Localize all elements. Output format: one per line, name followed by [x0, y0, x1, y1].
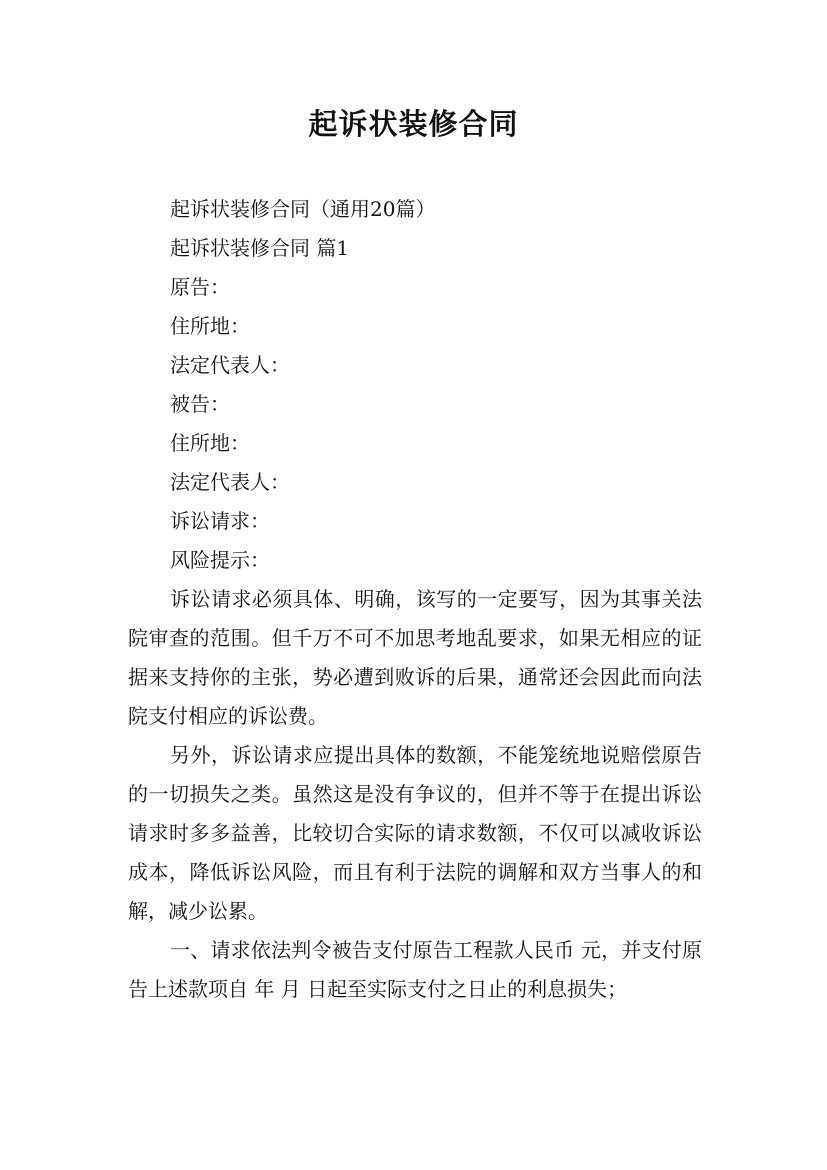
document-title: 起诉状装修合同 — [308, 107, 519, 141]
risk-paragraph-2: 另外，诉讼请求应提出具体的数额，不能笼统地说赔偿原告的一切损失之类。虽然这是没有争议的，但并不等于在提出诉讼请求时多多益善，比较切合实际的请求数额，不仅可以减收诉讼成本，降低诉讼风险，而且有利于法院的调解和双方当事人的和解，减少讼累。 — [128, 743, 702, 923]
subtitle-line: 起诉状装修合同（通用20篇） — [170, 197, 436, 221]
claims-label: 诉讼请求： — [170, 509, 270, 533]
risk-paragraph-1: 诉讼请求必须具体、明确，该写的一定要写，因为其事关法院审查的范围。但千万不可不加思考地乱要求，如果无相应的证据来支持你的主张，势必遭到败诉的后果，通常还会因此而向法院支付相应的诉讼费。 — [128, 587, 702, 728]
plaintiff-label: 原告： — [170, 275, 230, 299]
plaintiff-representative-label: 法定代表人： — [170, 353, 290, 377]
document-body — [128, 190, 702, 1009]
defendant-representative-label: 法定代表人： — [170, 470, 290, 494]
risk-warning-label: 风险提示： — [170, 548, 270, 572]
claim-item-1: 一、请求依法判令被告支付原告工程款人民币 元，并支付原告上述款项自 年 月 日起至实际支付之日止的利息损失； — [128, 938, 702, 1001]
defendant-address-label: 住所地： — [170, 431, 250, 455]
section-heading: 起诉状装修合同 篇1 — [170, 236, 350, 260]
plaintiff-address-label: 住所地： — [170, 314, 250, 338]
defendant-label: 被告： — [170, 392, 230, 416]
